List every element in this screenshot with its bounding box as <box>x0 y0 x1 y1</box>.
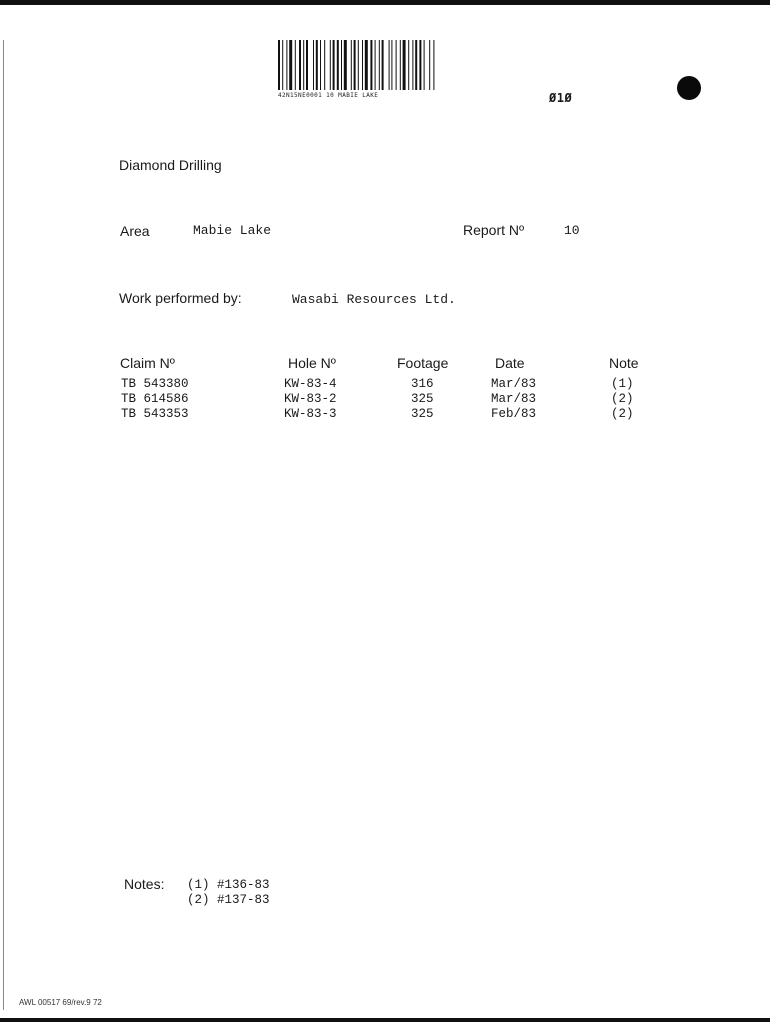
barcode-caption: 42N15NE0001 10 MABIE LAKE <box>278 92 379 99</box>
bottom-border <box>0 1018 770 1022</box>
cell-note: (2) <box>611 392 634 406</box>
cell-footage: 325 <box>411 407 434 421</box>
cell-footage: 316 <box>411 377 434 391</box>
report-value: 10 <box>564 223 580 238</box>
note-item: (1) #136-83 <box>187 878 270 892</box>
cell-footage: 325 <box>411 392 434 406</box>
column-header-footage: Footage <box>397 355 449 371</box>
column-header-date: Date <box>495 355 525 371</box>
cell-claim: TB 543380 <box>121 377 189 391</box>
punch-hole <box>677 76 701 100</box>
cell-hole: KW-83-3 <box>284 407 337 421</box>
note-item: (2) #137-83 <box>187 893 270 907</box>
cell-claim: TB 543353 <box>121 407 189 421</box>
column-header-note: Note <box>609 355 639 371</box>
cell-note: (1) <box>611 377 634 391</box>
work-performed-label: Work performed by: <box>119 290 242 306</box>
column-header-claim: Claim Nº <box>120 355 175 371</box>
report-label: Report Nº <box>463 222 525 238</box>
top-border <box>0 0 770 5</box>
cell-hole: KW-83-4 <box>284 377 337 391</box>
area-label: Area <box>120 223 150 239</box>
barcode-graphic <box>278 40 496 90</box>
column-header-hole: Hole Nº <box>288 355 336 371</box>
work-performed-value: Wasabi Resources Ltd. <box>292 292 456 307</box>
cell-date: Mar/83 <box>491 392 537 406</box>
cell-date: Mar/83 <box>491 377 537 391</box>
cell-note: (2) <box>611 407 634 421</box>
left-edge-line <box>3 40 4 1010</box>
cell-date: Feb/83 <box>491 407 537 421</box>
notes-label: Notes: <box>124 876 165 892</box>
cell-claim: TB 614586 <box>121 392 189 406</box>
area-value: Mabie Lake <box>193 223 272 238</box>
cell-hole: KW-83-2 <box>284 392 337 406</box>
document-title: Diamond Drilling <box>119 157 222 173</box>
document-code: Ø1Ø <box>549 91 573 105</box>
form-code: AWL 00517 69/rev.9 72 <box>19 998 102 1007</box>
